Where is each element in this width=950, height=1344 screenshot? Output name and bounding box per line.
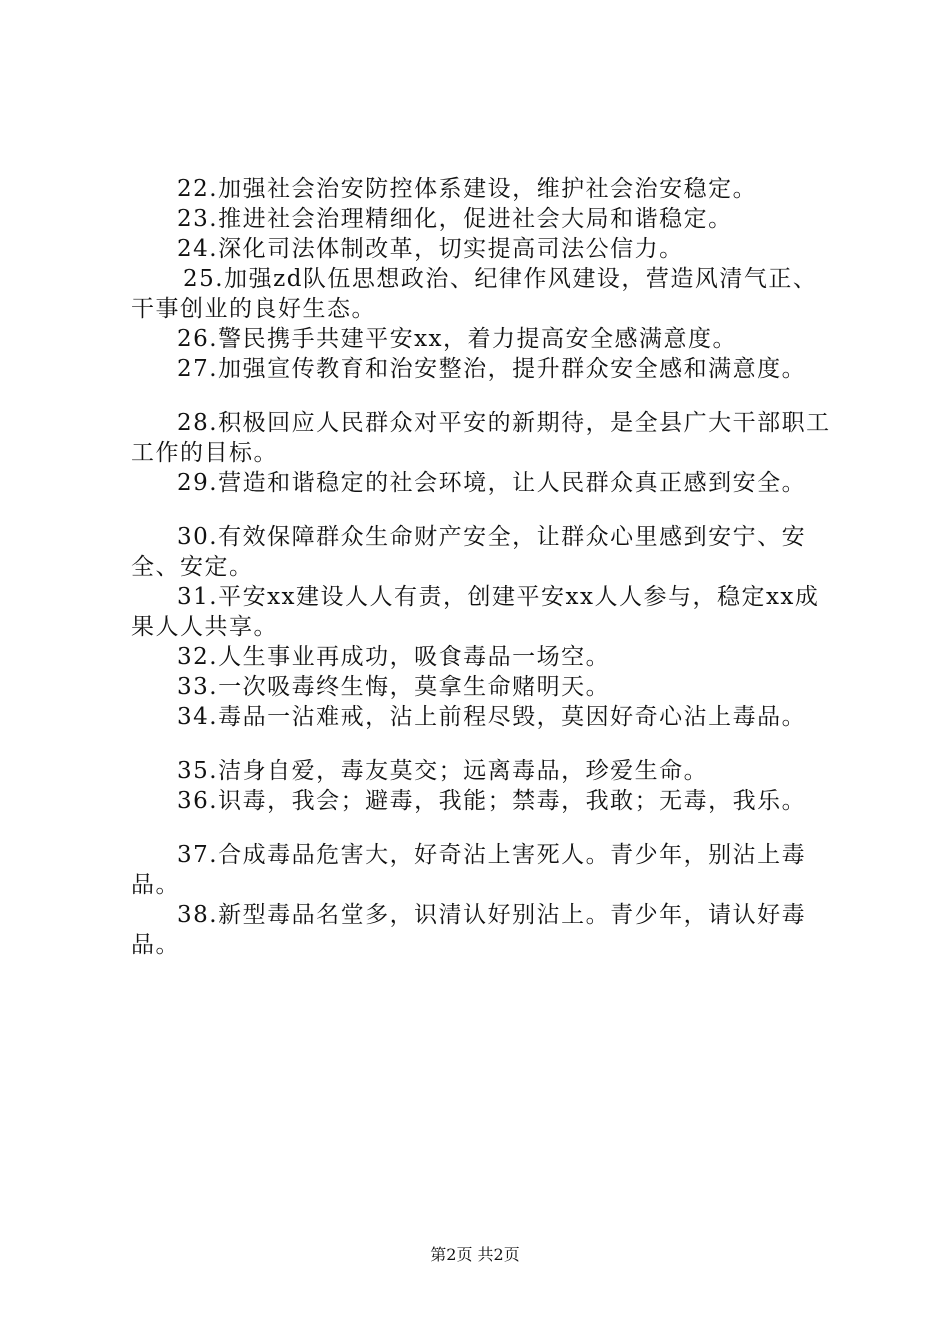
list-item: 34.毒品一沾难戒，沾上前程尽毁，莫因好奇心沾上毒品。	[177, 704, 807, 730]
list-item: 35.洁身自爱，毒友莫交；远离毒品，珍爱生命。	[177, 758, 709, 784]
list-item: 23.推进社会治理精细化，促进社会大局和谐稳定。	[177, 206, 733, 232]
list-item: 36.识毒，我会；避毒，我能；禁毒，我敢；无毒，我乐。	[177, 788, 807, 814]
list-item: 24.深化司法体制改革，切实提高司法公信力。	[177, 236, 684, 262]
list-item: 28.积极回应人民群众对平安的新期待，是全县广大干部职工工作的目标。	[131, 410, 831, 466]
list-item: 30.有效保障群众生命财产安全，让群众心里感到安宁、安全、安定。	[131, 524, 807, 580]
list-item: 33.一次吸毒终生悔，莫拿生命赌明天。	[177, 674, 611, 700]
list-item: 27.加强宣传教育和治安整治，提升群众安全感和满意度。	[177, 356, 807, 382]
list-item: 26.警民携手共建平安xx，着力提高安全感满意度。	[177, 326, 738, 352]
list-item: 32.人生事业再成功，吸食毒品一场空。	[177, 644, 611, 670]
list-item: 38.新型毒品名堂多，识清认好别沾上。青少年，请认好毒品。	[131, 902, 807, 958]
list-item: 31.平安xx建设人人有责，创建平安xx人人参与，稳定xx成果人人共享。	[131, 584, 820, 640]
slogan-list	[131, 174, 831, 960]
list-item: 25.加强zd队伍思想政治、纪律作风建设，营造风清气正、干事创业的良好生态。	[131, 266, 818, 322]
page-footer: 第2页 共2页	[430, 1245, 520, 1264]
list-item: 29.营造和谐稳定的社会环境，让人民群众真正感到安全。	[177, 470, 807, 496]
list-item: 22.加强社会治安防控体系建设，维护社会治安稳定。	[177, 176, 758, 202]
list-item: 37.合成毒品危害大，好奇沾上害死人。青少年，别沾上毒品。	[131, 842, 807, 898]
